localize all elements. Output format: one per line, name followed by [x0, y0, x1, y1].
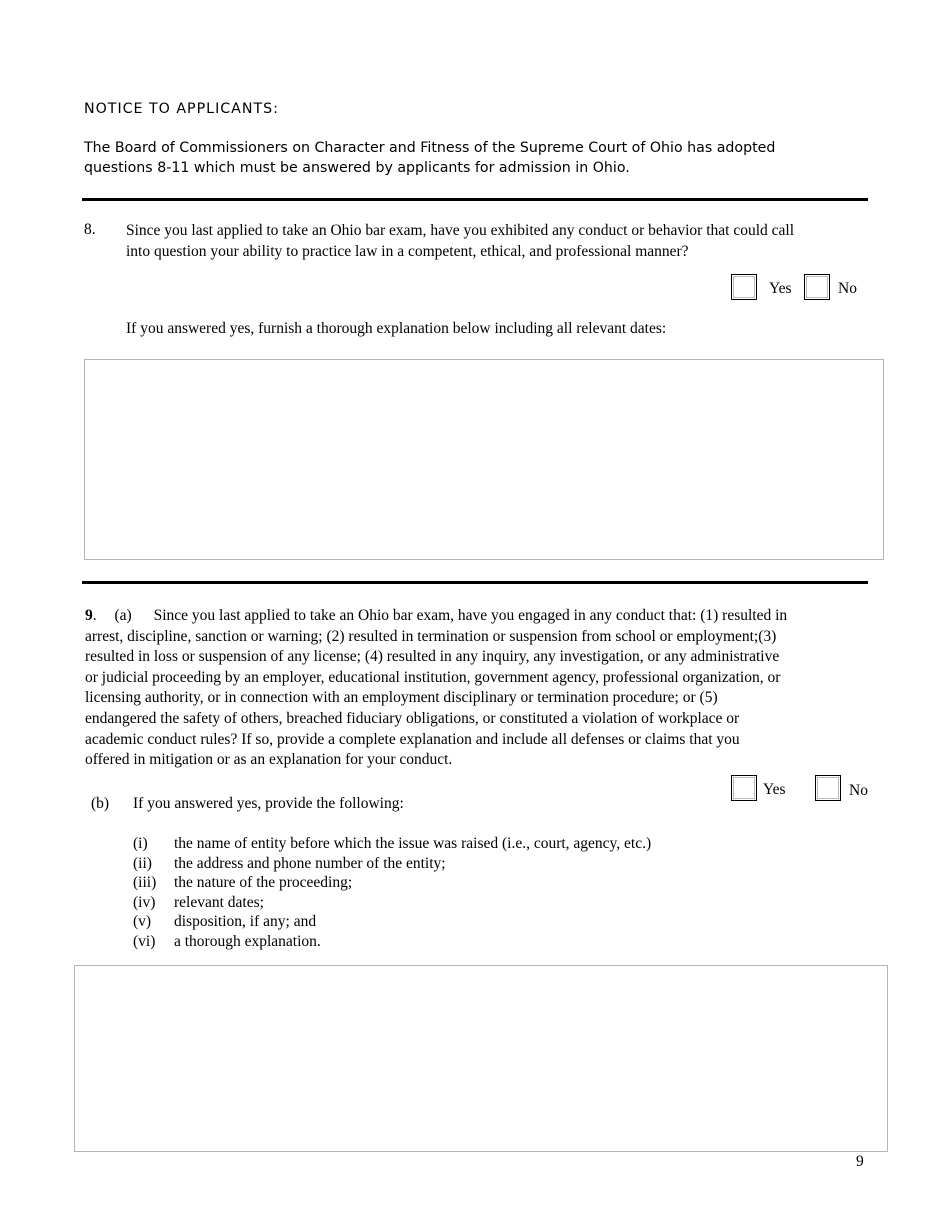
q9-part-a — [85, 606, 885, 771]
q9-part-b-label: (b) — [91, 795, 110, 812]
q9-part-a-line-1: Since you last applied to take an Ohio bar exam, have you engaged in any conduct that: (1) resulted in — [153, 607, 788, 624]
q9-no-label: No — [849, 782, 868, 799]
q9-part-a-line-5: licensing authority, or in connection with an employment disciplinary or termination procedure; or (5) — [85, 689, 718, 707]
notice-heading: NOTICE TO APPLICANTS: — [84, 101, 279, 117]
q9-part-a-label: (a) — [114, 607, 132, 624]
q8-question — [126, 221, 794, 262]
q8-explanation-textarea[interactable] — [84, 359, 884, 560]
list-item-number: (iv) — [133, 893, 156, 911]
q9-explanation-textarea[interactable] — [74, 965, 888, 1152]
q8-question-line-1: Since you last applied to take an Ohio bar exam, have you exhibited any conduct or behavior that could call — [126, 222, 795, 239]
q9-yes-label: Yes — [763, 781, 786, 798]
list-item-text: disposition, if any; and — [174, 913, 317, 931]
q9-number: 9 — [85, 607, 93, 624]
q9-part-a-first-line — [85, 606, 885, 627]
list-item — [133, 932, 651, 952]
list-item — [133, 893, 651, 913]
list-item-text: a thorough explanation. — [174, 932, 321, 950]
q9-subitem-list — [133, 834, 651, 952]
section-divider-top — [82, 198, 868, 201]
q9-part-a-line-8: offered in mitigation or as an explanation for your conduct. — [85, 751, 453, 769]
q9-number-dot: . — [92, 607, 97, 624]
q8-yes-label: Yes — [769, 280, 792, 297]
list-item-number: (v) — [133, 913, 152, 931]
list-item-number: (iii) — [133, 874, 157, 892]
list-item-text: the name of entity before which the issue was raised (i.e., court, agency, etc.) — [174, 835, 652, 852]
list-item-text: relevant dates; — [174, 893, 264, 911]
q9-part-a-line-2: arrest, discipline, sanction or warning; (2) resulted in termination or suspension from school or employment;(3) — [85, 627, 777, 645]
list-item-text: the address and phone number of the entity; — [174, 854, 446, 872]
q8-number: 8. — [84, 221, 96, 238]
q9-part-b-text: If you answered yes, provide the following: — [133, 795, 404, 812]
page-number: 9 — [856, 1153, 864, 1170]
list-item-number: (ii) — [133, 854, 152, 872]
q8-no-checkbox[interactable] — [804, 274, 830, 300]
q8-instruction: If you answered yes, furnish a thorough explanation below including all relevant dates: — [126, 320, 667, 337]
q9-yes-checkbox[interactable] — [731, 775, 757, 801]
list-item — [133, 854, 651, 874]
notice-body — [84, 138, 775, 178]
list-item — [133, 912, 651, 932]
list-item-number: (i) — [133, 835, 148, 852]
notice-body-line-2: questions 8-11 which must be answered by applicants for admission in Ohio. — [84, 160, 630, 176]
list-item-text: the nature of the proceeding; — [174, 874, 353, 892]
q8-no-label: No — [838, 280, 857, 297]
list-item-number: (vi) — [133, 932, 156, 950]
q8-yes-checkbox[interactable] — [731, 274, 757, 300]
list-item — [133, 834, 651, 854]
q9-part-a-line-3: resulted in loss or suspension of any license; (4) resulted in any inquiry, any investigation, or any administrative — [85, 648, 780, 666]
q9-part-a-line-4: or judicial proceeding by an employer, educational institution, government agency, professional organization, or — [85, 668, 781, 686]
q9-part-a-line-6: endangered the safety of others, breached fiduciary obligations, or constituted a violation of workplace or — [85, 709, 740, 727]
notice-body-line-1: The Board of Commissioners on Character and Fitness of the Supreme Court of Ohio has adopted — [84, 140, 776, 156]
q9-no-checkbox[interactable] — [815, 775, 841, 801]
list-item — [133, 873, 651, 893]
q9-part-a-line-7: academic conduct rules? If so, provide a complete explanation and include all defenses or claims that you — [85, 730, 740, 748]
q8-question-line-2: into question your ability to practice law in a competent, ethical, and professional manner? — [126, 242, 689, 260]
section-divider-middle — [82, 581, 868, 584]
